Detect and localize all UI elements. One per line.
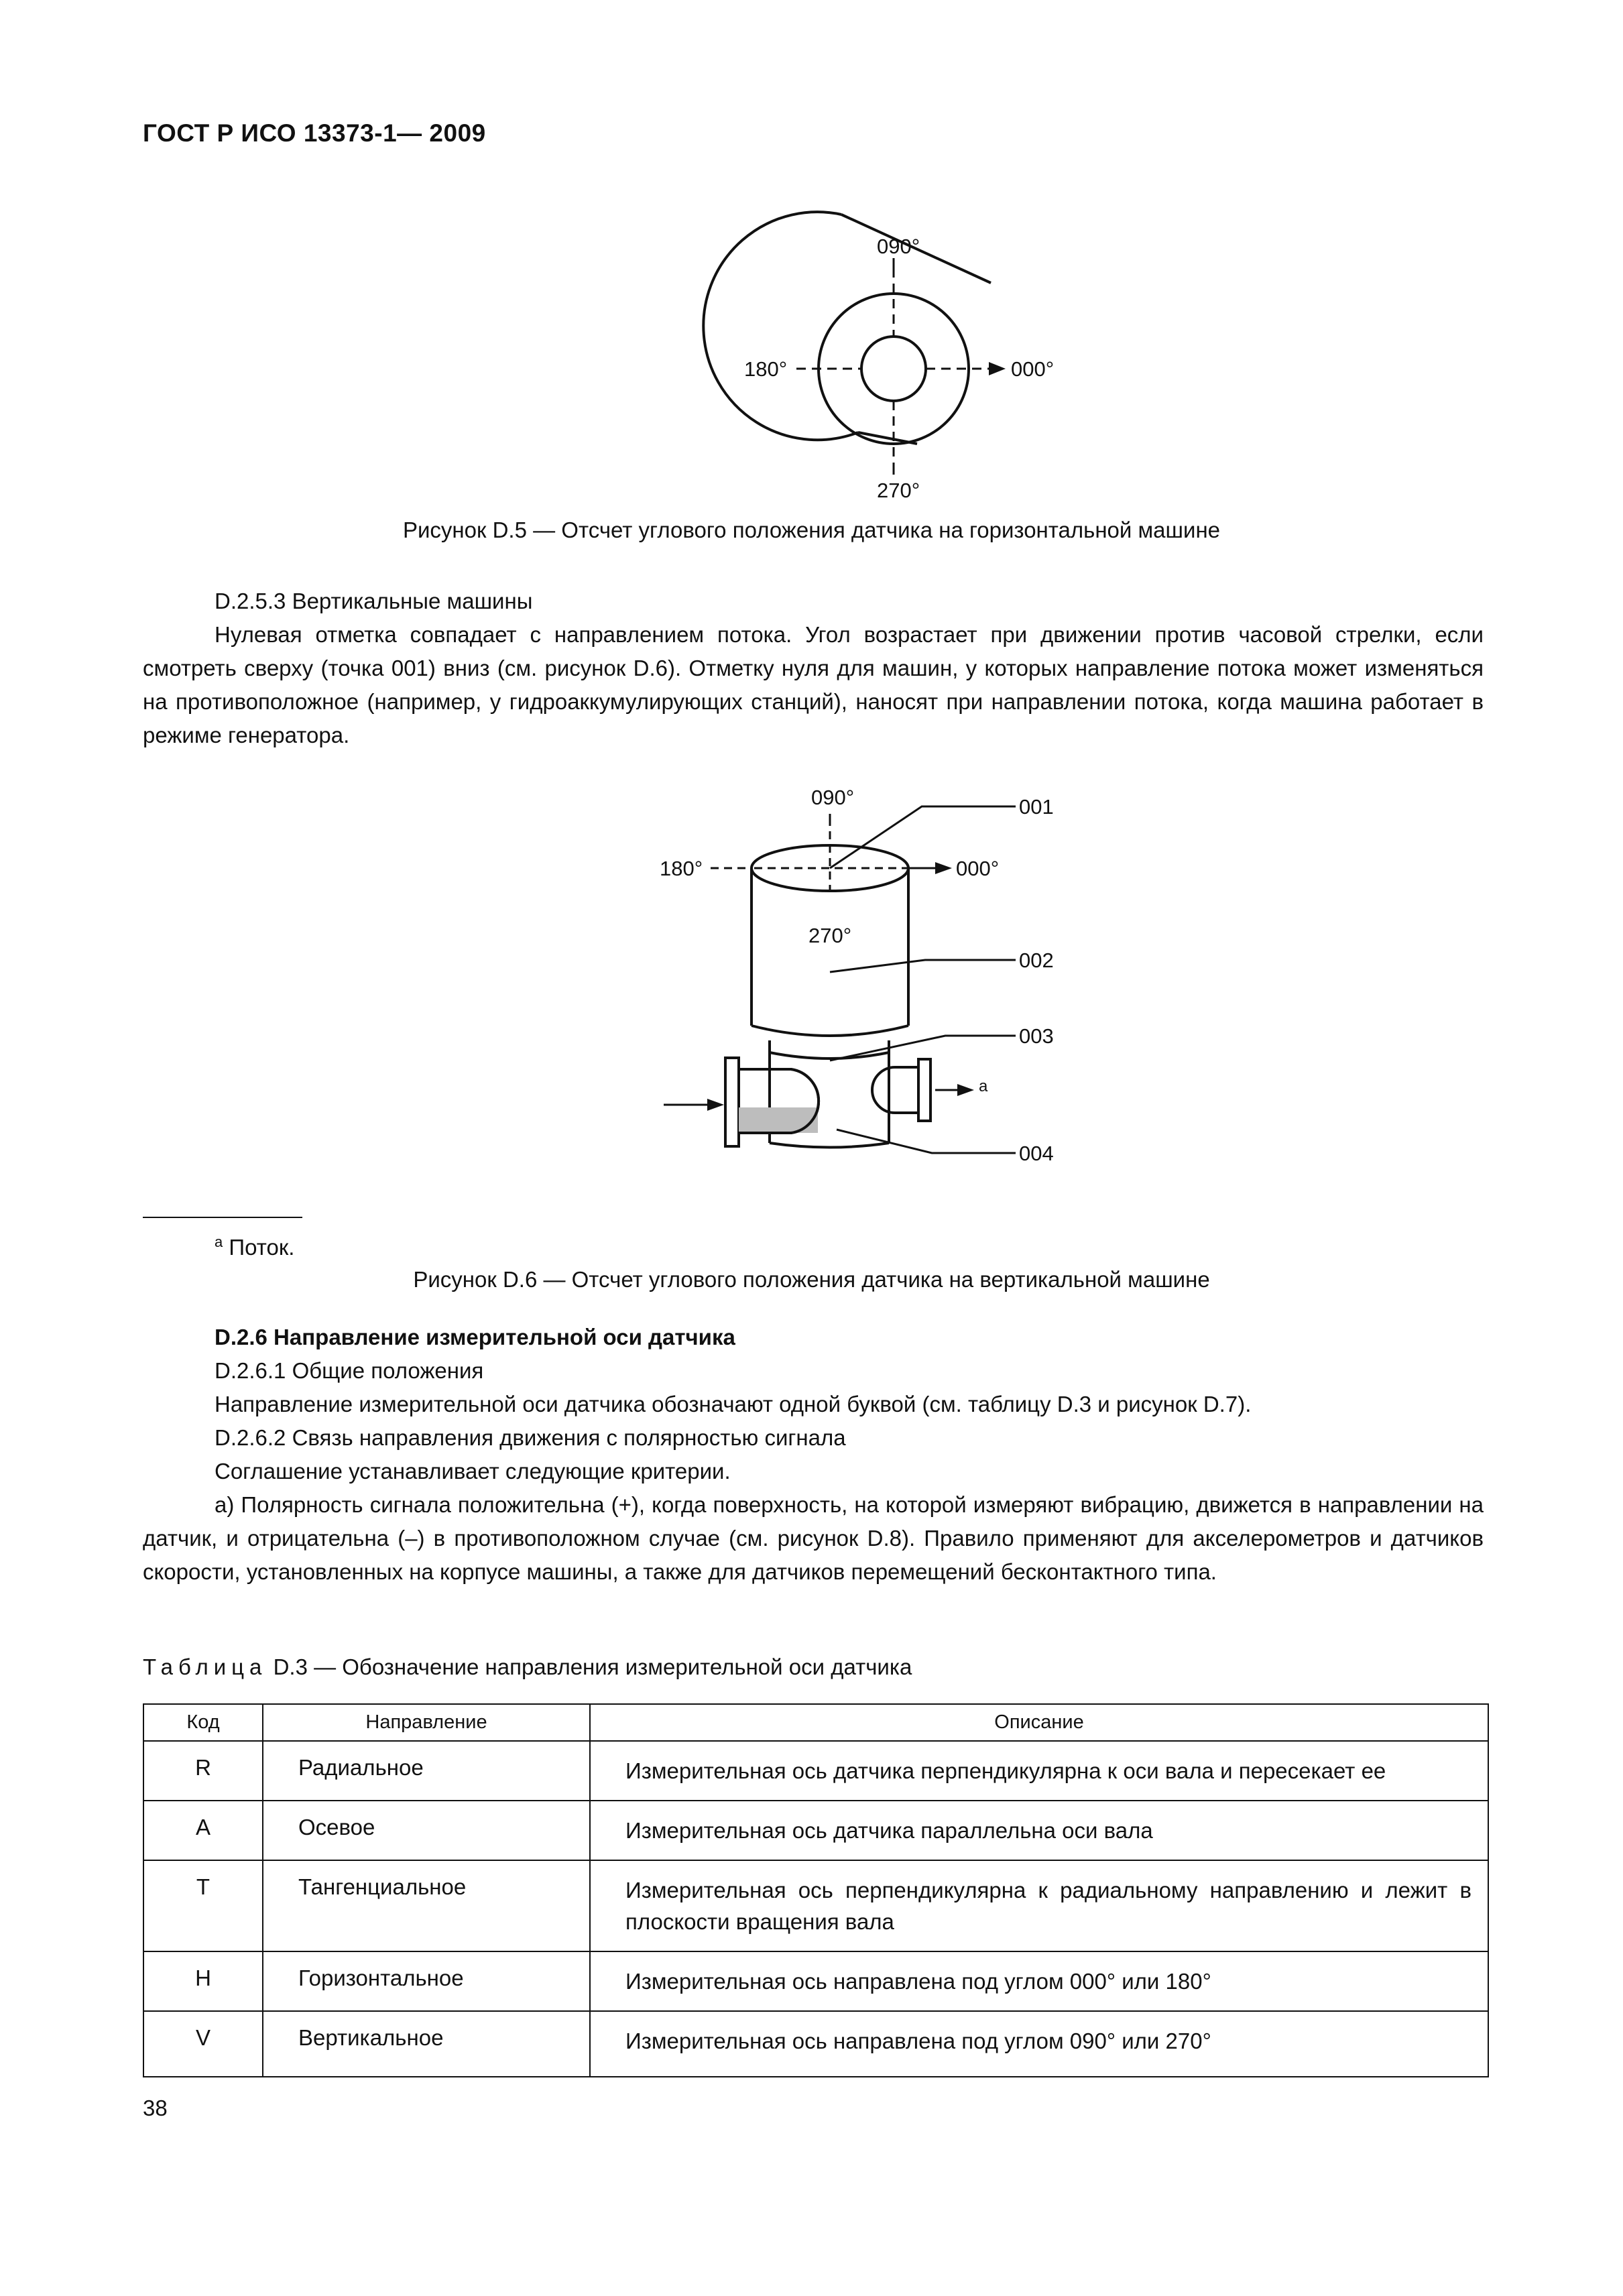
page-number: 38 [143,2096,168,2120]
flow-mark: a [979,1077,988,1095]
arrow-000 [989,362,1006,375]
cell-description: Измерительная ось направлена под углом 000° или 180° [590,1951,1488,2011]
table-header-row [143,1704,1488,1741]
callout-002: 002 [1019,949,1054,972]
document-header: ГОСТ Р ИСО 13373-1— 2009 [143,119,486,147]
section-d262-item-a: а) Полярность сигнала положительна (+), когда поверхность, на которой измеряют вибрацию, движется в направлении на датчик, и отрицательна (–) в противоположном случае (см. рисунок D.8). Правило применяют для акселерометров и датчиков скорости, установленных на корпусе машины, а также для датчиков перемещений бесконтактного типа. [143,1492,1484,1584]
inflow-arrow-head [707,1099,724,1111]
cell-description: Измерительная ось направлена под углом 090° или 270° [590,2011,1488,2077]
cell-code: A [143,1801,263,1860]
figure-d6-caption: Рисунок D.6 — Отсчет углового положения датчика на вертикальной машине [413,1267,1210,1292]
tank-bottom [752,1026,908,1036]
footnote [215,1233,294,1260]
label-090: 090° [811,786,855,809]
callout-004: 004 [1019,1142,1054,1165]
table-row [143,1741,1488,1801]
section-d253-heading: D.2.5.3 Вертикальные машины [215,589,533,613]
table-row [143,1801,1488,1860]
section-d262-heading: D.2.6.2 Связь направления движения с полярностью сигнала [215,1425,846,1450]
outlet-pipe [872,1067,918,1113]
table-row [143,2011,1488,2077]
footnote-text: Поток. [229,1235,295,1260]
leader-002 [830,960,1016,972]
cell-code: R [143,1741,263,1801]
large-wheel-outline [703,212,858,440]
table-d3-title-text: D.3 — Обозначение направления измерительной оси датчика [273,1654,912,1679]
section-d262-text: Соглашение устанавливает следующие критерии. [215,1459,731,1484]
label-270: 270° [808,924,852,947]
figure-d6-diagram [657,778,1113,1180]
neck-ellipse [770,1052,889,1059]
figure-d5-caption: Рисунок D.5 — Отсчет углового положения датчика на горизонтальной машине [402,518,1221,542]
table-d3-title-prefix: Таблица [143,1654,267,1679]
hub-circle [861,337,926,401]
cell-description: Измерительная ось датчика перпендикулярна к оси вала и пересекает ее [590,1741,1488,1801]
label-180: 180° [660,857,703,880]
footnote-mark: a [215,1233,223,1250]
section-d253-text: Нулевая отметка совпадает с направлением потока. Угол возрастает при движении против часовой стрелки, если смотреть сверху (точка 001) вниз (см. рисунок D.6). Отметку нуля для машин, у которых направление потока может изменяться на противоположное (например, у гидроаккумулирующих станций), наносят при направлении потока, когда машина работает в режиме генератора. [143,622,1484,747]
cell-direction: Вертикальное [263,2011,590,2077]
section-d26-heading: D.2.6 Направление измерительной оси датчика [215,1325,735,1349]
table-d3-title [143,1654,912,1680]
label-180: 180° [744,357,788,381]
figure-d5-diagram [623,194,1093,509]
callout-003: 003 [1019,1024,1054,1048]
cell-code: H [143,1951,263,2011]
label-270: 270° [877,479,920,502]
cell-code: V [143,2011,263,2077]
cell-direction: Горизонтальное [263,1951,590,2011]
cell-direction: Радиальное [263,1741,590,1801]
header-description: Описание [590,1704,1488,1741]
cell-description: Измерительная ось перпендикулярна к радиальному направлению и лежит в плоскости вращения вала [590,1860,1488,1951]
header-direction: Направление [263,1704,590,1741]
footnote-rule [143,1217,302,1218]
table-d3 [143,1703,1489,2077]
label-000: 000° [956,857,1000,880]
label-090: 090° [877,235,920,258]
callout-001: 001 [1019,795,1054,819]
cell-description: Измерительная ось датчика параллельна оси вала [590,1801,1488,1860]
table-row [143,1860,1488,1951]
section-d261-heading: D.2.6.1 Общие положения [215,1358,484,1383]
cell-direction: Тангенциальное [263,1860,590,1951]
label-000: 000° [1011,357,1055,381]
leader-004 [837,1130,1016,1153]
cell-direction: Осевое [263,1801,590,1860]
outflow-arrow-head [957,1084,974,1096]
section-d261-text: Направление измерительной оси датчика обозначают одной буквой (см. таблицу D.3 и рисунок D.7). [215,1392,1252,1416]
table-row [143,1951,1488,2011]
inlet-flange [725,1058,739,1146]
header-code: Код [143,1704,263,1741]
outlet-flange [918,1059,930,1121]
cell-code: T [143,1860,263,1951]
